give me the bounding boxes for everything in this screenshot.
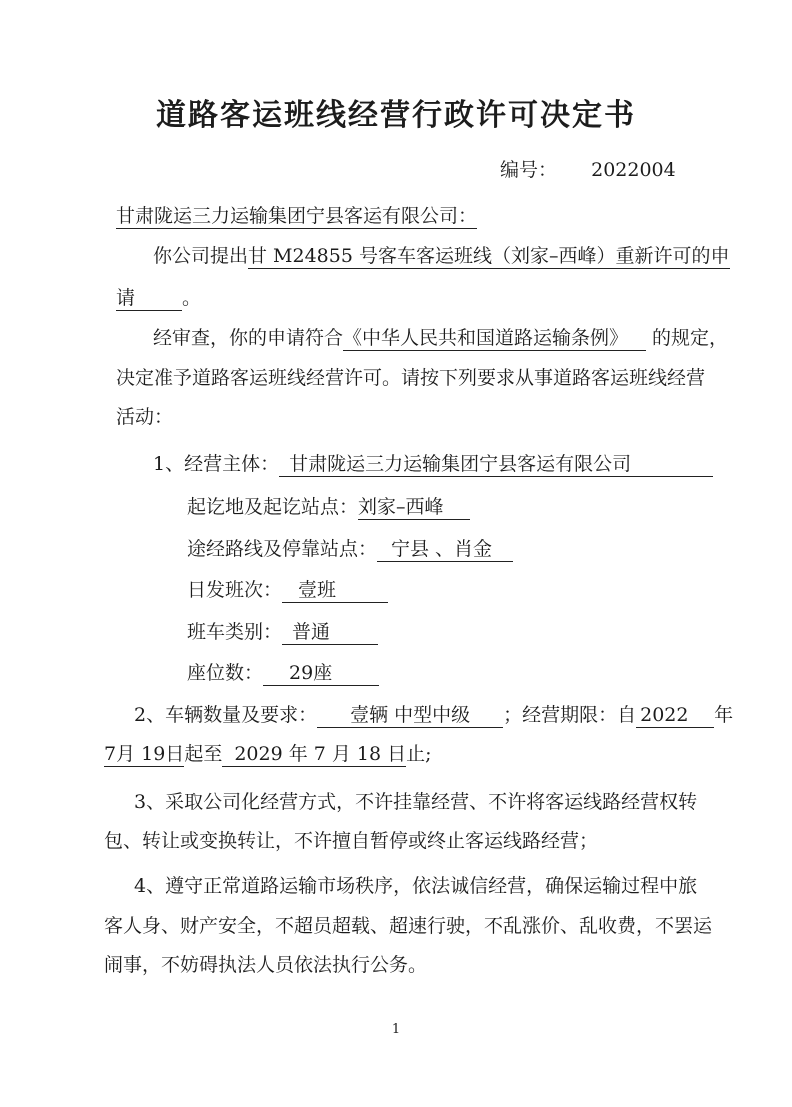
vehicle-row: 2、车辆数量及要求： 壹辆 中型中级 ；经营期限：自 2022 年 — [134, 704, 734, 726]
end-date: 2029 年 7 月 18 日 — [222, 742, 406, 767]
start-year: 2022 — [636, 703, 714, 728]
paragraph-2-line-3: 活动： — [116, 406, 174, 428]
route-value: 刘家–西峰 — [358, 495, 470, 520]
law-name: 《中华人民共和国道路运输条例》 — [343, 326, 646, 351]
route-row: 起讫地及起讫站点：刘家–西峰 — [187, 495, 470, 520]
daily-trips-row: 日发班次： 壹班 — [187, 578, 388, 603]
operator-row: 1、经营主体： 甘肃陇运三力运输集团宁县客运有限公司 — [153, 452, 713, 477]
daily-trips-value: 壹班 — [282, 578, 388, 603]
item-4-line-2: 客人身、财产安全，不超员超载、超速行驶，不乱涨价、乱收费，不罢运 — [104, 915, 713, 937]
document-title: 道路客运班线经营行政许可决定书 — [156, 98, 636, 133]
addressee: 甘肃陇运三力运输集团宁县客运有限公司： — [116, 205, 478, 227]
paragraph-2-line-1: 经审查，你的申请符合《中华人民共和国道路运输条例》 的规定， — [153, 327, 729, 349]
item-4-line-3: 闹事，不妨碍执法人员依法执行公务。 — [104, 954, 428, 976]
period-row: 7月 19日起至 2029 年 7 月 18 日止; — [104, 743, 432, 765]
seats-value: 29座 — [263, 661, 379, 686]
page-number: 1 — [391, 1022, 401, 1037]
paragraph-2-line-2: 决定准予道路客运班线经营许可。请按下列要求从事道路客运班线经营 — [116, 367, 706, 389]
stops-row: 途经路线及停靠站点： 宁县 、肖金 — [187, 537, 513, 562]
seats-row: 座位数： 29座 — [187, 661, 379, 686]
item-3-line-1: 3、采取公司化经营方式，不许挂靠经营、不许将客运线路经营权转 — [134, 791, 698, 813]
bus-type-value: 普通 — [282, 620, 378, 645]
paragraph-1-line-1: 你公司提出甘 M24855 号客车客运班线（刘家–西峰）重新许可的申 — [153, 245, 730, 267]
start-date: 7月 19日 — [104, 743, 185, 765]
vehicle-value: 壹辆 中型中级 — [317, 703, 503, 728]
item-3-line-2: 包、转让或变换转让，不许擅自暂停或终止客运线路经营； — [104, 830, 599, 852]
bus-type-row: 班车类别： 普通 — [187, 620, 378, 645]
operator-value: 甘肃陇运三力运输集团宁县客运有限公司 — [279, 452, 713, 477]
stops-value: 宁县 、肖金 — [377, 537, 513, 562]
number-value: 2022004 — [591, 159, 676, 181]
application-text: 甘 M24855 号客车客运班线（刘家–西峰）重新许可的申 — [248, 245, 730, 267]
document-number — [500, 158, 676, 182]
paragraph-1-line-2: 请 。 — [116, 287, 202, 309]
item-4-line-1: 4、遵守正常道路运输市场秩序，依法诚信经营，确保运输过程中旅 — [134, 875, 698, 897]
number-label: 编号： — [500, 159, 558, 181]
